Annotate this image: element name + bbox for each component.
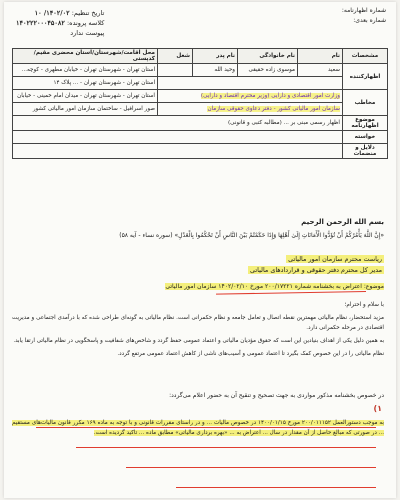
- cell-addressee-2: سازمان امور مالیاتی کشور - دفتر دعاوی حقوقی سازمان: [158, 103, 343, 116]
- col-header-name: نام: [298, 49, 343, 64]
- greeting: با سلام و احترام؛: [344, 302, 384, 308]
- pen-underline: [176, 487, 376, 488]
- note-line: در خصوص بخشنامه مذکور مواردی به جهت تصحیح و تنقیح آن به حضور اعلام می‌گردد:: [169, 392, 384, 399]
- meta-date: تاریخ تنظیم: ۱۴۰۲/۰۲/ ۱۰: [34, 9, 105, 17]
- paragraph: نظام مالیاتی را در این خصوص کمک بگیرد تا اعتماد عمومی و آسیب‌های ناشی از کاهش اعتماد عمومی مرتفع گردد.: [117, 351, 384, 357]
- cell: موسوی زاده حقیقی: [238, 64, 298, 77]
- row-label-demand: خواسته: [343, 131, 388, 144]
- header-label: شماره بعدی:: [353, 17, 386, 24]
- cell: استان تهران - شهرستان تهران - میدان امام خمینی - خیابان: [13, 90, 158, 103]
- letter-body: [12, 300, 384, 362]
- cell: وحید الله: [193, 64, 238, 77]
- cell: صور اسرافیل - ساختمان سازمان امور مالیاتی کشور: [13, 103, 158, 116]
- cell: [158, 77, 343, 90]
- item-text: به موجب دستورالعمل ۲۰۰/۰۱۱۱۵۲ مورخ ۱۴۰۰/۰۱/۱۵ در خصوص مالیات ... و در راستای مقررات قانونی و با توجه به ماده ۱۶۹ مکرر قانون مالیات‌های مستقیم ... در صورتی که مبالغ حاصل از آن مقدار در سال ... اعتراض به ... «بهره برداری مالیاتی» مطابق ماده ... تاکید گردیده است.: [12, 420, 384, 436]
- paragraph: مزید استحضار، نظام مالیاتی مهمترین نقطه اتصال و تعامل جامعه و نظام حکمرانی است. نظام مالیاتی به گونه‌ای طراحی شده که با درآمدی اجتماعی و مدیریت اقتصادی در مرحله حکمرانی دارد.: [12, 315, 384, 331]
- col-header-job: شغل: [158, 49, 193, 64]
- letter-addressees: [248, 254, 384, 276]
- row-label-evidence: دلایل و منضمات: [343, 144, 388, 159]
- header-right-labels: [342, 6, 386, 26]
- cell: [13, 144, 343, 159]
- pen-underline: [126, 467, 376, 468]
- col-header-address: محل اقامت/شهرستان/استان محضری مقیم/کدپستی: [13, 49, 158, 64]
- col-header-father: نام پدر: [193, 49, 238, 64]
- col-header-surname: نام خانوادگی: [238, 49, 298, 64]
- pen-underline: [76, 447, 376, 448]
- cell: [13, 131, 343, 144]
- header-meta: [16, 8, 104, 38]
- declaration-form-table: [12, 48, 388, 159]
- letter-subject: موضوع: اعتراض به بخشنامه شماره ۲۰۰/۱۷۲۲۱ مورخ ۱۴۰۲/۰۲/۱۰ سازمان امور مالیاتی: [165, 283, 384, 290]
- header-label: شماره اظهارنامه:: [341, 7, 386, 14]
- paragraph: به همین دلیل یکی از اهداف بنیادین این است که حقوق مؤدیان مالیاتی و اعتماد عمومی حفظ گردد و شاخص‌های شفافیت و پاسخگویی در نظام مالیاتی ارتقا یابد.: [13, 338, 384, 344]
- addressee-line: ریاست محترم سازمان امور مالیاتی: [288, 255, 382, 263]
- meta-attachment: پیوست ندارد: [70, 29, 105, 37]
- row-label-subject: موضوع اظهارنامه: [343, 116, 388, 131]
- document-page: [4, 2, 396, 498]
- cell-subject: اظهار رسمی مبنی بر ... (مطالبه کتبی و قانونی): [13, 116, 343, 131]
- col-header-spec: مشخصات: [343, 49, 388, 64]
- cell: سعید: [298, 64, 343, 77]
- addressee-line: مدیر کل محترم دفتر حقوقی و قراردادهای مالیاتی: [250, 266, 382, 274]
- pen-underline: [36, 427, 376, 428]
- cell: استان تهران - شهرستان تهران - خیابان مطهری - کوچه...: [13, 64, 158, 77]
- item-number: ۱): [373, 404, 382, 413]
- basmala: بسم الله الرحمن الرحیم: [301, 218, 384, 226]
- quran-verse: «إِنَّ اللَّهَ يَأْمُرُكُمْ أَنْ تُؤَدُّوا الْأَمَانَاتِ إِلَىٰ أَهْلِهَا وَإِذَا حَكَمْتُمْ بَيْنَ النَّاسِ أَنْ تَحْكُمُوا بِالْعَدْلِ» (سوره نساء - آیه ۵۸): [119, 232, 384, 239]
- meta-case-number: کلاسه پرونده: ۱۴۰۲۲۲۰۰۰۴۵۰۸۲: [16, 19, 105, 27]
- cell-addressee-1: وزارت امور اقتصادی و دارایی (وزیر محترم اقتصاد و دارایی): [158, 90, 343, 103]
- row-label-declarant: اظهارکننده: [343, 64, 388, 90]
- row-label-addressee: مخاطب: [343, 90, 388, 116]
- cell: [158, 64, 193, 77]
- cell: استان تهران - شهرستان تهران - ... پلاک ۱۴: [13, 77, 158, 90]
